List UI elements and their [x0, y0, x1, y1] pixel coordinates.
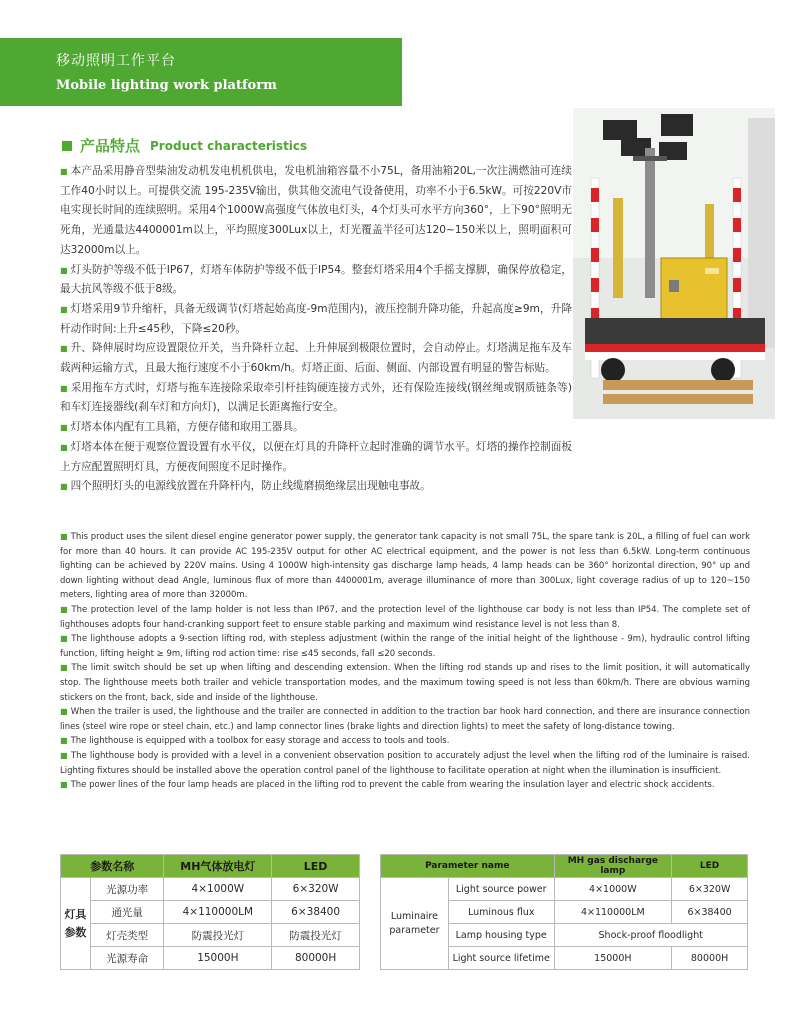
table-cell: 灯壳类型	[90, 924, 164, 947]
header-banner	[0, 38, 402, 106]
table-cell: 防震投光灯	[272, 924, 360, 947]
bullet-icon: ■	[60, 604, 69, 614]
lighting-tower-illustration	[573, 108, 775, 419]
bullet-icon: ■	[60, 442, 68, 452]
section-title-en: Product characteristics	[150, 138, 308, 153]
bullet-icon: ■	[60, 750, 68, 760]
header-title-en: Mobile lighting work platform	[56, 78, 277, 93]
product-photo	[573, 108, 775, 419]
spec-table-en	[380, 854, 748, 970]
table-cell: 4×1000W	[554, 878, 672, 901]
table-cell: 15000H	[554, 947, 672, 970]
en-paragraph: ■ The lighthouse body is provided with a level in a convenient observation position to accurately adjust the level when the lifting rod of the luminaire is raised. Lighting fixtures should be installed above the operation control panel of the lighthouse to facilitate operation at night when the illumination is insufficient.	[60, 750, 750, 776]
table-cell: 4×110000LM	[554, 901, 672, 924]
cn-paragraph: ■ 采用拖车方式时，灯塔与拖车连接除采取牵引杆挂钩硬连接方式外，还有保险连接线(钢丝绳或钢质链条等)和车灯连接器线(刹车灯和方向灯)，以满足长距离拖行安全。	[60, 381, 572, 414]
table-row	[61, 878, 360, 901]
section-title	[62, 135, 307, 156]
table-header-row	[381, 855, 748, 878]
table-cell: 6×320W	[272, 878, 360, 901]
table-cell: Luminous flux	[448, 901, 554, 924]
table-header: MH gas discharge lamp	[554, 855, 672, 878]
bullet-icon: ■	[60, 304, 68, 314]
en-paragraph: ■ The limit switch should be set up when lifting and descending extension. When the lifting rod stands up and rises to the limit position, it will automatically stop. The lighthouse meets both trailer and vehicle transportation modes, and the maximum towing speed is not less than 60km/h. There are obvious warning stickers on the front, back, side and inside of the lighthouse.	[60, 663, 750, 703]
table-header-row	[61, 855, 360, 878]
cn-paragraph: ■ 灯头防护等级不低于IP67，灯塔车体防护等级不低于IP54。整套灯塔采用4个手摇支撑脚，确保停放稳定，最大抗风等级不低于8级。	[60, 263, 572, 296]
bullet-icon: ■	[60, 634, 69, 644]
header-title-cn: 移动照明工作平台	[56, 53, 176, 69]
table-header: 参数名称	[61, 855, 164, 878]
table-cell: 6×38400	[272, 901, 360, 924]
table-header: LED	[672, 855, 748, 878]
table-cell: 防震投光灯	[164, 924, 272, 947]
bullet-icon: ■	[60, 344, 68, 354]
bullet-icon: ■	[60, 780, 68, 790]
table-row	[61, 901, 360, 924]
table-cell: Lamp housing type	[448, 924, 554, 947]
table-cell: 6×38400	[672, 901, 748, 924]
spec-table-cn	[60, 854, 360, 970]
table-header: LED	[272, 855, 360, 878]
bullet-icon: ■	[60, 423, 68, 433]
table-cell: 6×320W	[672, 878, 748, 901]
bullet-icon: ■	[60, 265, 68, 275]
table-row	[381, 878, 748, 901]
en-paragraph: ■ When the trailer is used, the lighthouse and the trailer are connected in addition to the traction bar hook hard connection, and there are insurance connection lines (steel wire rope or steel chain, etc.) and lamp connector lines (brake lights and direction lights) to meet the safety of long-distance towing.	[60, 707, 750, 732]
table-cell: Light source lifetime	[448, 947, 554, 970]
group-label: Luminaire parameter	[381, 878, 449, 970]
cn-description	[60, 162, 572, 497]
table-row	[61, 924, 360, 947]
en-description	[60, 530, 750, 793]
bullet-icon: ■	[60, 532, 68, 541]
bullet-icon: ■	[60, 383, 68, 393]
table-cell: 4×110000LM	[164, 901, 272, 924]
table-cell: 通光量	[90, 901, 164, 924]
en-paragraph: ■ The lighthouse is equipped with a toolbox for easy storage and access to tools and tools.	[60, 736, 450, 747]
cn-paragraph: ■ 四个照明灯头的电源线放置在升降杆内，防止线缆磨损绝缘层出现触电事故。	[60, 480, 431, 493]
en-paragraph: ■ The lighthouse adopts a 9-section lifting rod, with stepless adjustment (within the range of the initial height of the lighthouse - 9m), hydraulic control lifting function, lifting height ≥ 9m, lifting rod action time: rise ≤45 seconds, fall ≤20 seconds.	[60, 634, 750, 659]
en-paragraph: ■ This product uses the silent diesel engine generator power supply, the generator tank capacity is not small 75L, the spare tank is 20L, a filling of fuel can work for more than 40 hours. It can provide AC 195-235V output for other AC electrical equipment, and the power is not less than 6.5kW. Long-term continuous lighting can be achieved by 220V mains. Using 4 1000W high-intensity gas discharge lamp heads, 4 lamp heads can be 360° horizontal direction, 90° up and down lighting without dead Angle, luminous flux of more than 4400001m, average illuminance of more than 300Lux, light coverage radius of up to 120~150 meters, lighting area of more than 32000m.	[60, 532, 750, 601]
table-cell: 4×1000W	[164, 878, 272, 901]
bullet-icon: ■	[60, 707, 68, 717]
group-label: 灯具 参数	[61, 878, 91, 970]
bullet-icon: ■	[60, 736, 68, 746]
table-header: Parameter name	[381, 855, 555, 878]
square-bullet-icon	[62, 141, 72, 151]
table-cell: 光源寿命	[90, 947, 164, 970]
section-title-cn: 产品特点	[80, 137, 141, 155]
cn-paragraph: ■ 本产品采用静音型柴油发动机发电机机供电，发电机油箱容量不小75L，备用油箱20L,一次注满燃油可连续工作40小时以上。可提供交流 195-235V输出，供其他交流电气设备使用，功率不小于6.5kW。可按220V市电实现长时间的连续照明。采用4个1000W高强度气体放电灯头，4个灯头可水平方向360°，上下90°照明无死角，光通量达4400001m以上，平均照度300Lux以上，灯光覆盖半径可达120~150米以上，照明面积可达32000m以上。	[60, 165, 572, 256]
table-row	[61, 947, 360, 970]
bullet-icon: ■	[60, 167, 68, 176]
table-cell: 光源功率	[90, 878, 164, 901]
bullet-icon: ■	[60, 663, 69, 673]
table-cell: 15000H	[164, 947, 272, 970]
cn-paragraph: ■ 灯塔本体内配有工具箱，方便存储和取用工器具。	[60, 421, 304, 434]
cn-paragraph: ■ 灯塔采用9节升缩杆，具备无级调节(灯塔起始高度-9m范围内)，液压控制升降功能，升起高度≥9m，升降杆动作时间:上升≤45秒，下降≤20秒。	[60, 302, 573, 335]
en-paragraph: ■ The power lines of the four lamp heads are placed in the lifting rod to prevent the cable from wearing the insulation layer and electric shock accidents.	[60, 780, 715, 791]
en-paragraph: ■ The protection level of the lamp holder is not less than IP67, and the protection level of the lighthouse car body is not less than IP54. The complete set of lighthouses adopts four hand-cranking support feet to ensure stable parking and maximum wind resistance level is not less than 8.	[60, 604, 750, 630]
cn-paragraph: ■ 升、降伸展时均应设置限位开关，当升降杆立起、上升伸展到极限位置时，会自动停止。灯塔满足拖车及车载两种运输方式，且最大拖行速度不小于60km/h。灯塔正面、后面、侧面、内部设置有明显的警告标贴。	[60, 342, 572, 375]
table-cell: Shock-proof floodlight	[554, 924, 747, 947]
bullet-icon: ■	[60, 482, 68, 492]
cn-paragraph: ■ 灯塔本体在便于观察位置设置有水平仪，以便在灯具的升降杆立起时准确的调节水平。灯塔的操作控制面板上方应配置照明灯具，方便夜间照度不足时操作。	[60, 440, 572, 473]
table-cell: 80000H	[272, 947, 360, 970]
table-header: MH气体放电灯	[164, 855, 272, 878]
table-cell: Light source power	[448, 878, 554, 901]
table-cell: 80000H	[672, 947, 748, 970]
